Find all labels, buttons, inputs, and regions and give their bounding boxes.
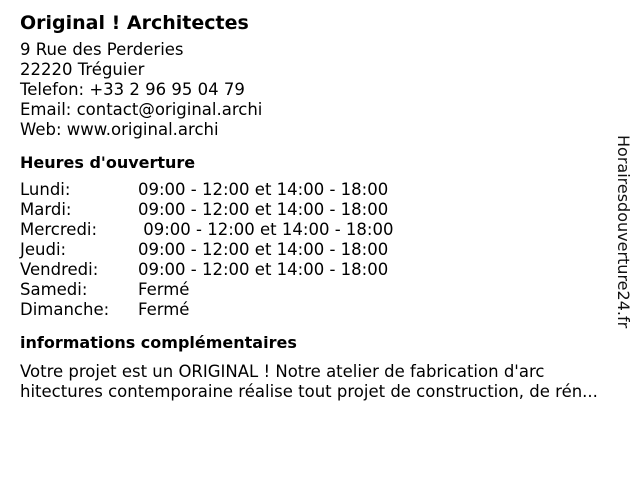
day-label: Mardi:	[20, 200, 72, 219]
hours-row-wednesday	[20, 220, 393, 240]
hours-row-monday	[20, 180, 393, 200]
day-label: Mercredi:	[20, 220, 98, 239]
hours-row-thursday	[20, 240, 393, 260]
info-description	[20, 362, 630, 402]
info-line-2: hitectures contemporaine réalise tout projet de construction, de rén...	[20, 382, 598, 401]
hours-row-sunday	[20, 300, 393, 320]
day-hours: 09:00 - 12:00 et 14:00 - 18:00	[138, 220, 394, 239]
hours-row-saturday	[20, 280, 393, 300]
day-hours: Fermé	[138, 300, 190, 319]
info-line-1: Votre projet est un ORIGINAL ! Notre atelier de fabrication d'arc	[20, 362, 545, 381]
day-label: Jeudi:	[20, 240, 67, 259]
phone-line: Telefon: +33 2 96 95 04 79	[20, 80, 245, 99]
postal-city: 22220 Tréguier	[20, 60, 145, 79]
business-name: Original ! Architectes	[20, 12, 249, 34]
hours-row-friday	[20, 260, 393, 280]
day-hours: 09:00 - 12:00 et 14:00 - 18:00	[138, 180, 389, 199]
address-block	[20, 40, 620, 140]
day-label: Samedi:	[20, 280, 88, 299]
business-card	[20, 10, 620, 402]
opening-hours-table	[20, 180, 393, 320]
watermark-text: Horairesdouverture24.fr	[614, 135, 633, 329]
street-address: 9 Rue des Perderies	[20, 40, 184, 59]
day-hours: 09:00 - 12:00 et 14:00 - 18:00	[138, 200, 389, 219]
web-line: Web: www.original.archi	[20, 120, 219, 139]
day-label: Lundi:	[20, 180, 71, 199]
hours-row-tuesday	[20, 200, 393, 220]
day-hours: Fermé	[138, 280, 190, 299]
day-hours: 09:00 - 12:00 et 14:00 - 18:00	[138, 260, 389, 279]
info-heading: informations complémentaires	[20, 333, 297, 352]
day-label: Dimanche:	[20, 300, 110, 319]
day-hours: 09:00 - 12:00 et 14:00 - 18:00	[138, 240, 389, 259]
day-label: Vendredi:	[20, 260, 99, 279]
hours-heading: Heures d'ouverture	[20, 153, 196, 172]
email-line: Email: contact@original.archi	[20, 100, 263, 119]
